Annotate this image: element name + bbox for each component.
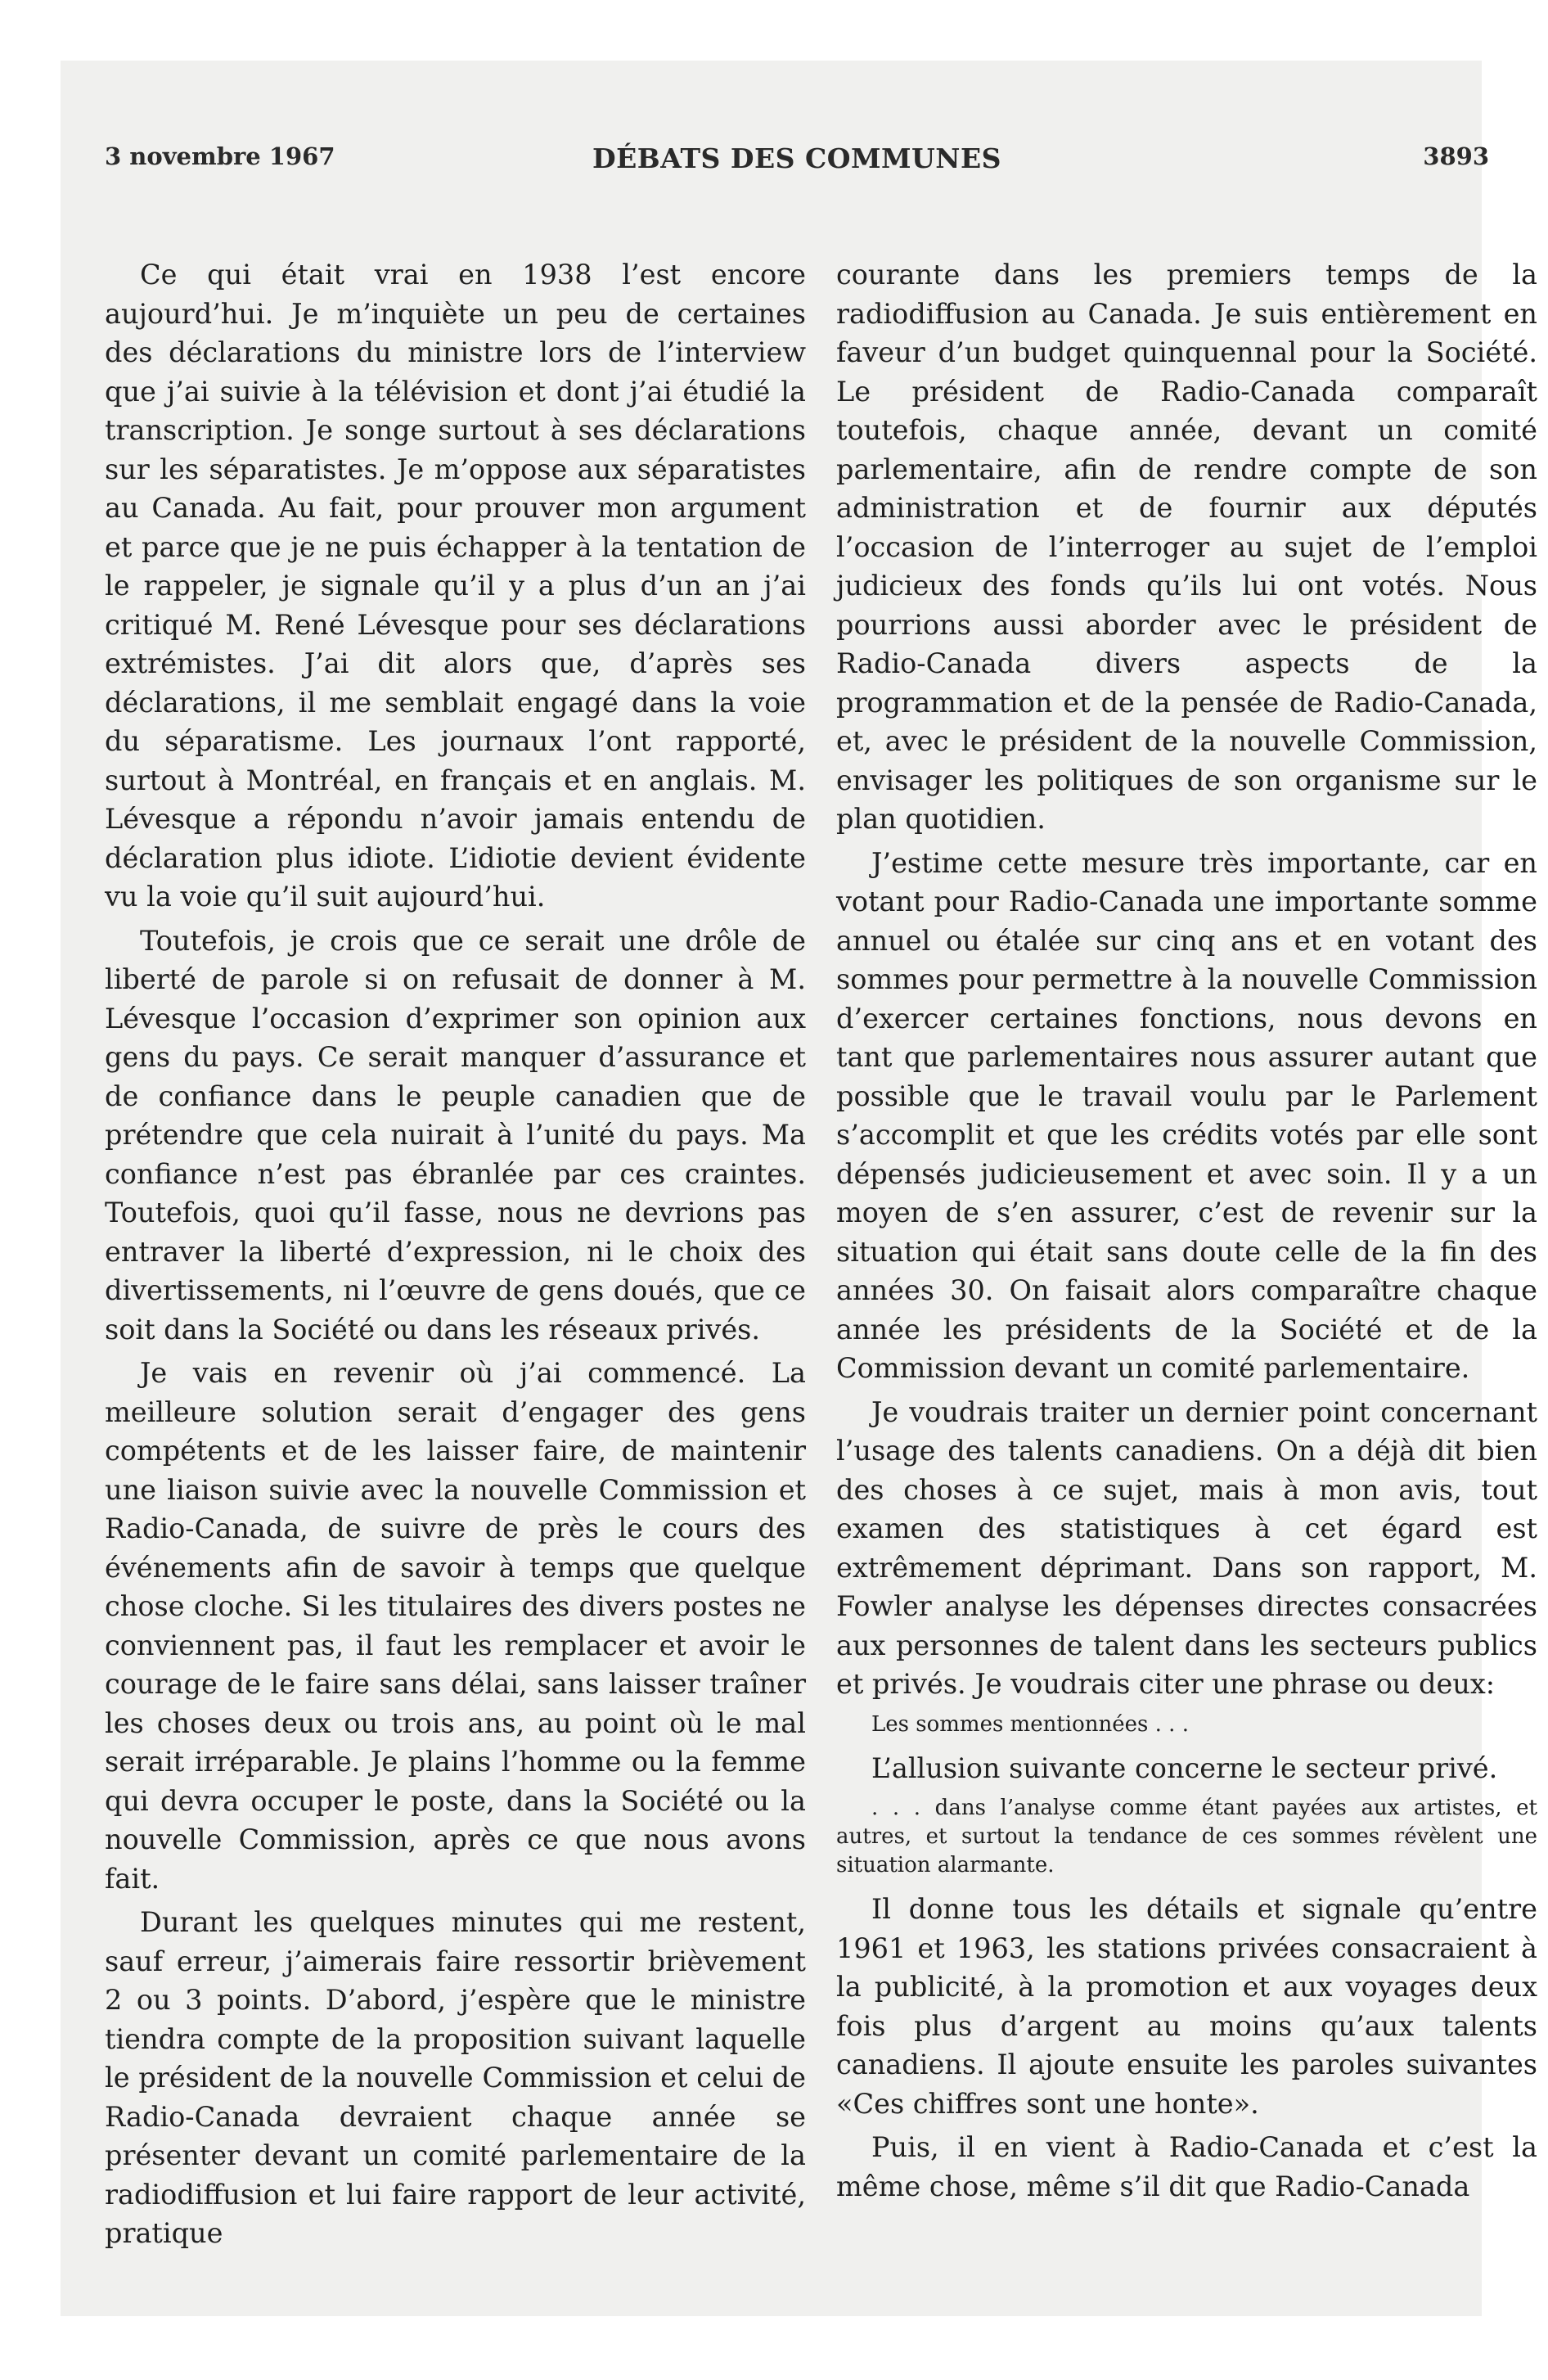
- right-column: [836, 255, 1537, 2211]
- page-header: [105, 142, 1489, 192]
- block-quote: . . . dans l’analyse comme étant payées aux artistes, et autres, et surtout la tendance de ces sommes révèlent une situation alarmante.: [836, 1796, 1537, 1877]
- left-column: [105, 255, 806, 2258]
- paragraph: Durant les quelques minutes qui me restent, sauf erreur, j’aimerais faire ressortir brièvement 2 ou 3 points. D’abord, j’espère que le ministre tiendra compte de la proposition suivant laquelle le président de la nouvelle Commission et celui de Radio-Canada devraient chaque année se présenter devant un comité parlementaire de la radiodiffusion et lui faire rapport de leur activité, pratique: [105, 1906, 806, 2249]
- block-quote: Les sommes mentionnées . . .: [871, 1711, 1189, 1737]
- paragraph: Je voudrais traiter un dernier point concernant l’usage des talents canadiens. On a déjà dit bien des choses à ce sujet, mais à mon avis, tout examen des statistiques à cet égard est extrêmement déprimant. Dans son rapport, M. Fowler analyse les dépenses directes consacrées aux personnes de talent dans les secteurs publics et privés. Je voudrais citer une phrase ou deux:: [836, 1395, 1537, 1700]
- header-page-number: 3893: [1423, 142, 1489, 170]
- paragraph: Puis, il en vient à Radio-Canada et c’est la même chose, même s’il dit que Radio-Canada: [836, 2131, 1537, 2202]
- page-scan: [61, 61, 1537, 2316]
- paragraph: Toutefois, je crois que ce serait une drôle de liberté de parole si on refusait de donner à M. Lévesque l’occasion d’exprimer son opinion aux gens du pays. Ce serait manquer d’assurance et de confiance dans le peuple canadien que de prétendre que cela nuirait à l’unité du pays. Ma confiance n’est pas ébranlée par ces craintes. Toutefois, quoi qu’il fasse, nous ne devrions pas entraver la liberté d’expression, ni le choix des divertissements, ni l’œuvre de gens doués, que ce soit dans la Société ou dans les réseaux privés.: [105, 924, 806, 1346]
- header-date: 3 novembre 1967: [105, 142, 335, 170]
- paragraph: Ce qui était vrai en 1938 l’est encore aujourd’hui. Je m’inquiète un peu de certaines des déclarations du ministre lors de l’interview que j’ai suivie à la télévision et dont j’ai étudié la transcription. Je songe surtout à ses déclarations sur les séparatistes. Je m’oppose aux séparatistes au Canada. Au fait, pour prouver mon argument et parce que je ne puis échapper à la tentation de le rappeler, je signale qu’il y a plus d’un an j’ai critiqué M. René Lévesque pour ses déclarations extrémistes. J’ai dit alors que, d’après ses déclarations, il me semblait engagé dans la voie du séparatisme. Les journaux l’ont rapporté, surtout à Montréal, en français et en anglais. M. Lévesque a répondu n’avoir jamais entendu de déclaration plus idiote. L’idiotie devient évidente vu la voie qu’il suit aujourd’hui.: [105, 259, 806, 913]
- paragraph: courante dans les premiers temps de la radiodiffusion au Canada. Je suis entièrement en faveur d’un budget quinquennal pour la Société. Le président de Radio-Canada comparaît toutefois, chaque année, devant un comité parlementaire, afin de rendre compte de son administration et de fournir aux députés l’occasion de l’interroger au sujet de l’emploi judicieux des fonds qu’ils lui ont votés. Nous pourrions aussi aborder avec le président de Radio-Canada divers aspects de la programmation et de la pensée de Radio-Canada, et, avec le président de la nouvelle Commission, envisager les politiques de son organisme sur le plan quotidien.: [836, 259, 1537, 835]
- paragraph: Il donne tous les détails et signale qu’entre 1961 et 1963, les stations privées consacraient à la publicité, à la promotion et aux voyages deux fois plus d’argent au moins qu’aux talents canadiens. Il ajoute ensuite les paroles suivantes «Ces chiffres sont une honte».: [836, 1893, 1537, 2120]
- paragraph: Je vais en revenir où j’ai commencé. La meilleure solution serait d’engager des gens compétents et de les laisser faire, de maintenir une liaison suivie avec la nouvelle Commission et Radio-Canada, de suivre de près le cours des événements afin de savoir à temps que quelque chose cloche. Si les titulaires des divers postes ne conviennent pas, il faut les remplacer et avoir le courage de le faire sans délai, sans laisser traîner les choses deux ou trois ans, au point où le mal serait irréparable. Je plains l’homme ou la femme qui devra occuper le poste, dans la Société ou la nouvelle Commission, après ce que nous avons fait.: [105, 1357, 806, 1895]
- paragraph: J’estime cette mesure très importante, car en votant pour Radio-Canada une importante somme annuel ou étalée sur cinq ans et en votant des sommes pour permettre à la nouvelle Commission d’exercer certaines fonctions, nous devons en tant que parlementaires nous assurer autant que possible que le travail voulu par le Parlement s’accomplit et que les crédits votés par elle sont dépensés judicieusement et avec soin. Il y a un moyen de s’en assurer, c’est de revenir sur la situation qui était sans doute celle de la fin des années 30. On faisait alors comparaître chaque année les présidents de la Société et de la Commission devant un comité parlementaire.: [836, 846, 1537, 1384]
- paragraph: L’allusion suivante concerne le secteur privé.: [871, 1751, 1498, 1784]
- header-title: DÉBATS DES COMMUNES: [592, 142, 1001, 174]
